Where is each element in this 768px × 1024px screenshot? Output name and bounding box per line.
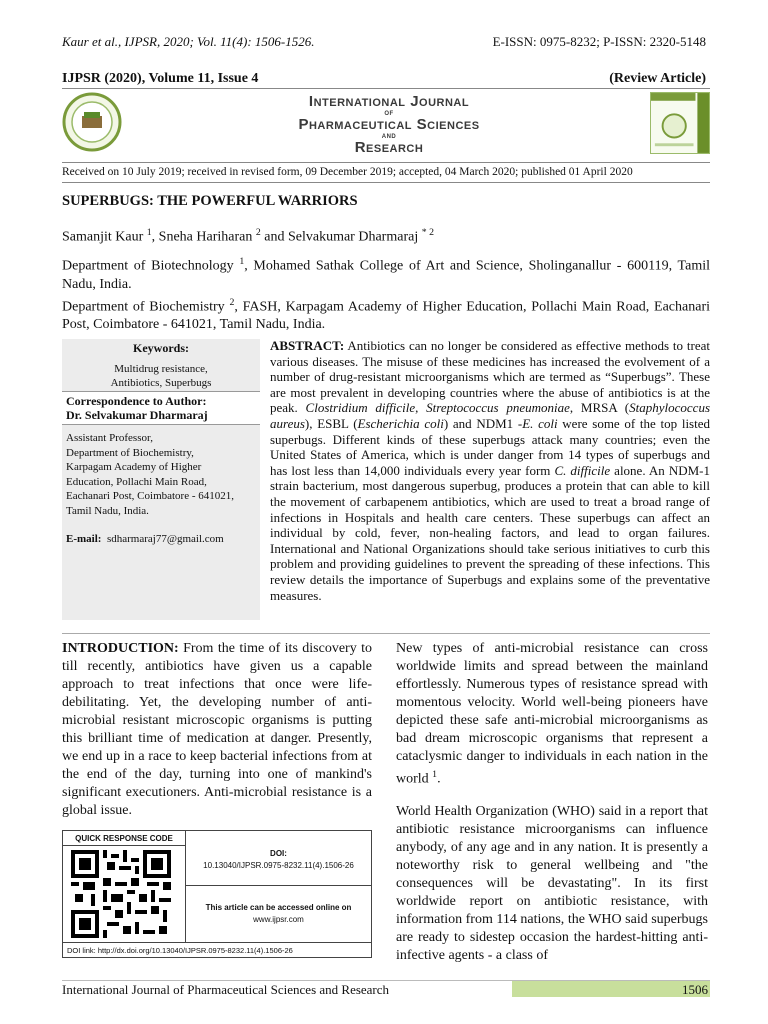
address-line: Eachanari Post, Coimbatore - 641021, [66, 490, 235, 502]
affiliations [62, 253, 710, 334]
abstract-text: ), ESBL ( [304, 415, 358, 431]
affiliation-text: , FASH, Karpagam Academy of Higher Education, Pollachi Main Road, Eachanari Post, Coimbatore - 641021, Tamil Nadu, India. [62, 299, 711, 333]
affiliation-text: , Mohamed Sathak College of Art and Science, Sholinganallur - 600119, Tamil Nadu, India. [62, 258, 710, 292]
affiliation-mark: 2 [229, 296, 235, 308]
qr-header: QUICK RESPONSE CODE [63, 831, 186, 846]
author-name: Samanjit Kaur [62, 229, 147, 245]
abstract [270, 338, 710, 603]
correspondence-heading [62, 391, 260, 425]
introduction-text: From the time of its discovery to till recently, antibiotics have given us a capable approach to treat infections that once were life-debilitating. Yet, the developing number of anti-microbial resistant microscopic organisms is putting this brilliant time of medication at danger. Presently, we end up in a race to keep bacterial infections from at the end of the day, turning into one of mankind's significant executioners. Anti-microbial resistance is a global issue. [62, 641, 372, 818]
article-dates: Received on 10 July 2019; received in revised form, 09 December 2019; accepted, 04 March 2020; published 01 April 2020 [62, 166, 633, 178]
journal-banner [262, 94, 516, 155]
banner-line-5: Research [354, 139, 424, 156]
abstract-rule [62, 633, 710, 634]
paragraph-text: New types of anti-microbial resistance can cross worldwide limits and spread between the mainland effortlessly. Numerous types of resistance spread with momentous velocity. World well-being pioneers have depicted these safe anti-microbial microorganisms as bad dream microscopic organisms that represent a cataclysmic danger to individuals in each nation in the world [396, 641, 708, 787]
banner-line-3: Pharmaceutical Sciences [298, 116, 480, 133]
species-name: Staphylococcus aureus [270, 400, 711, 431]
affiliation [62, 294, 710, 335]
access-cell [186, 886, 371, 942]
journal-seal-icon [62, 92, 122, 152]
qr-doi-box [62, 830, 372, 958]
keywords-title: Keywords: [133, 341, 189, 355]
journal-website-link[interactable]: www.ijpsr.com [253, 915, 304, 924]
address-line: Education, Pollachi Main Road, [66, 475, 207, 488]
species-name: Escherichia coli [357, 415, 444, 431]
correspondence-email [66, 532, 224, 546]
affiliation [62, 253, 710, 294]
page-number: 1506 [682, 982, 708, 997]
body-paragraph [396, 640, 708, 789]
doi-link[interactable]: DOI link: http://dx.doi.org/10.13040/IJPSR.0975-8232.11(4).1506-26 [63, 942, 371, 958]
banner-line-4: and [381, 131, 397, 140]
affiliation-mark: 1 [239, 256, 245, 267]
keywords-list [62, 362, 260, 390]
right-body-column [396, 640, 708, 979]
affiliation-text: Department of Biotechnology [62, 258, 240, 274]
species-name: C. difficile [554, 462, 611, 478]
introduction-column [62, 640, 372, 820]
doi-value: 10.13040/IJPSR.0975-8232.11(4).1506-26 [203, 861, 354, 870]
running-head-citation: Kaur et al., IJPSR, 2020; Vol. 11(4): 1506-1526. [62, 34, 315, 49]
keyword-line: Antibiotics, Superbugs [110, 377, 212, 389]
address-line: Tamil Nadu, India. [66, 504, 149, 517]
author-name: , Sneha Hariharan [151, 229, 256, 245]
correspondence-address [66, 431, 258, 518]
abstract-text: Antibiotics can no longer be considered as effective methods to treat various diseases. The misuse of these medicines has increased the evolvement of a number of drug-resistant microorganisms which are termed as “Superbugs”. These are most prevalent in developing countries where the abuse of antibiotics is at the peak. [270, 338, 710, 416]
abstract-text: , [415, 400, 427, 416]
journal-issue: IJPSR (2020), Volume 11, Issue 4 [62, 71, 259, 86]
species-name: Streptococcus pneumoniae [426, 400, 570, 416]
address-line: Karpagam Academy of Higher [66, 461, 202, 473]
author-affiliation-mark: 2 [255, 227, 261, 238]
author-affiliation-mark: * 2 [421, 227, 434, 238]
author-list [62, 227, 434, 246]
header-rule [62, 88, 710, 89]
introduction-heading: INTRODUCTION: [62, 641, 179, 656]
author-name: and Selvakumar Dharmaraj [260, 229, 422, 245]
access-text: This article can be accessed online on [205, 903, 352, 912]
paragraph-text: . [437, 771, 441, 787]
footer-journal-name: International Journal of Pharmaceutical Sciences and Research [62, 982, 390, 997]
email-address[interactable]: sdharmaraj77@gmail.com [106, 533, 224, 545]
qr-code-icon[interactable] [71, 850, 171, 938]
correspondence-name: Dr. Selvakumar Dharmaraj [66, 408, 208, 422]
abstract-text: , MRSA ( [569, 400, 630, 416]
species-name: Clostridium difficile [305, 400, 416, 416]
abstract-text: ) and NDM1 - [443, 415, 523, 431]
abstract-text: alone. An NDM-1 strain bacterium, most dangerous superbug, produces a protein that can able to kill the movement of carbapenem antibiotics, which are used to treat a broad range of infections in Hospitals and health care centers. These superbugs can affect an individual by cold, fever, non-healing factors, and lead to organ failures. International and National Organizations should take serious initiatives to curb this problem and providing guidelines to prevent the spreading of these infections. This review details the importance of Superbugs and explains some of the preventative measures. [270, 462, 710, 603]
abstract-label: ABSTRACT: [270, 338, 345, 353]
correspondence-title: Correspondence to Author: [66, 394, 207, 408]
address-line: Assistant Professor, [66, 432, 153, 444]
dates-rule [62, 182, 710, 183]
article-title: SUPERBUGS: THE POWERFUL WARRIORS [62, 193, 358, 209]
email-label: E-mail: [66, 533, 102, 545]
header-rule [62, 162, 710, 163]
citation-mark: 1 [432, 769, 438, 780]
doi-cell [186, 831, 371, 886]
running-head-issn: E-ISSN: 0975-8232; P-ISSN: 2320-5148 [492, 34, 706, 49]
affiliation-text: Department of Biochemistry [62, 299, 230, 315]
species-name: E. coli [522, 415, 558, 431]
keywords-sidebar [62, 339, 260, 620]
journal-cover-icon [650, 92, 710, 154]
article-type: (Review Article) [609, 71, 706, 86]
author-affiliation-mark: 1 [146, 227, 152, 238]
address-line: Department of Biochemistry, [66, 446, 194, 459]
keyword-line: Multidrug resistance, [114, 363, 208, 375]
abstract-text: were some of the top listed superbugs. Different kinds of these superbugs attack many countries; even the United States of America, which is under danger from 14 types of superbugs and has lost less than 14,000 individuals every year form [270, 415, 710, 478]
body-paragraph: World Health Organization (WHO) said in a report that antibiotic resistance microorganisms can influence anybody, of any age and in any nation. It is presently a noteworthy risk to general wellbeing and "the consequences will be devastating". In its first worldwide report on antibiotic resistance, with information from 114 nations, the WHO said superbugs are ready to sidestep occasion the hardest-hitting anti-infective agents - a class of [396, 803, 708, 963]
qr-image-cell [63, 846, 186, 942]
banner-line-1: International Journal [308, 93, 470, 110]
doi-label: DOI: [270, 849, 287, 858]
banner-line-2: of [384, 108, 394, 117]
